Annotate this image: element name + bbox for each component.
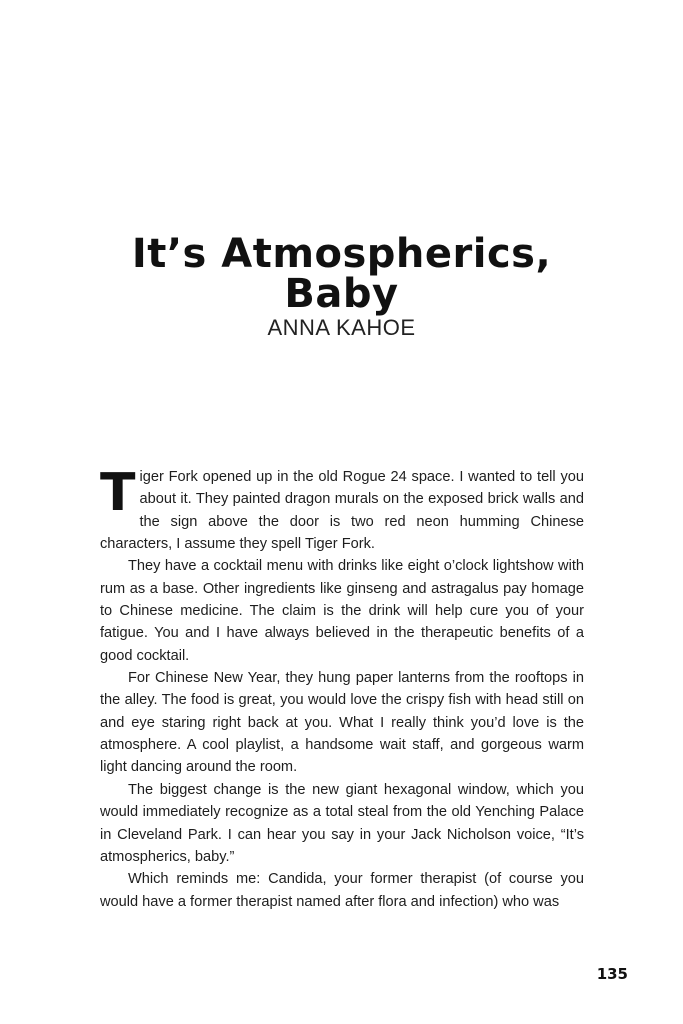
paragraph-1 [100,463,584,555]
paragraph-5: Which reminds me: Candida, your former therapist (of course you would have a former therapist named after flora and infection) who was [100,871,584,910]
paragraph-1-text: iger Fork opened up in the old Rogue 24 space. I wanted to tell you about it. They painted dragon murals on the exposed brick walls and the sign above the door is two red neon humming Chinese characters, I assume they spell Tiger Fork. [100,469,584,553]
paragraph-4: The biggest change is the new giant hexagonal window, which you would immediately recognize as a total steal from the old Yenching Palace in Cleveland Park. I can hear you say in your Jack Nicholson voice, “It’s atmospherics, baby.” [100,781,584,865]
body-text [100,463,584,913]
page-number: 135 [596,965,628,983]
drop-cap: T [100,463,136,523]
paragraph-2: They have a cocktail menu with drinks like eight o’clock lightshow with rum as a base. Other ingredients like ginseng and astragalus pay homage to Chinese medicine. The claim is the drink will help cure you of your fatigue. You and I have always believed in the therapeutic benefits of a good cocktail. [100,558,584,664]
chapter-title-line-1: It’s Atmospherics, [131,231,552,277]
paragraph-3: For Chinese New Year, they hung paper lanterns from the rooftops in the alley. The food is great, you would love the crispy fish with head still on and eye staring right back at you. What I really think you’d love is the atmosphere. A cool playlist, a handsome wait staff, and gorgeous warm light dancing around the room. [100,670,584,776]
chapter-title-line-2: Baby [284,271,399,317]
author-name: ANNA KAHOE [267,315,416,340]
